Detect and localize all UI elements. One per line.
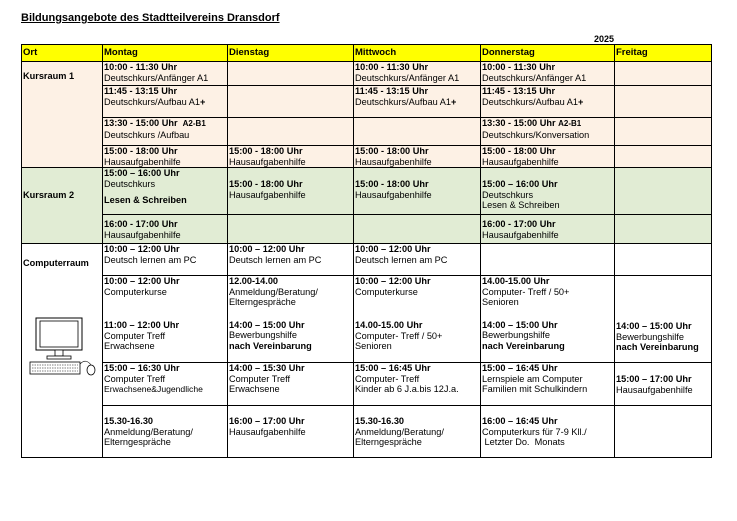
table-cell: 15:00 – 17:00 Uhr Hausaufgabenhilfe [615,363,712,406]
table-cell: 15.30-16.30 Anmeldung/Beratung/ Elterngespräche [103,406,228,458]
table-cell: 16:00 - 17:00 Uhr Hausaufgabenhilfe [103,215,228,244]
table-cell [615,62,712,86]
table-cell: 12.00-14.00 Anmeldung/Beratung/ Elterngespräche 14:00 – 15:00 Uhr Bewerbungshilfe nach Vereinbarung [228,276,354,363]
table-cell [615,86,712,118]
table-cell: 15:00 – 16:45 Uhr Computer- Treff Kinder ab 6 J.a.bis 12J.a. [354,363,481,406]
table-cell: 14:00 – 15:30 Uhr Computer Treff Erwachsene [228,363,354,406]
table-cell [615,215,712,244]
table-cell: 15:00 – 16:00 Uhr Deutschkurs Lesen & Schreiben [103,168,228,215]
table-cell [228,215,354,244]
room-kursraum-2: Kursraum 2 [22,168,103,244]
table-row [22,62,712,86]
table-cell: 10:00 – 12:00 Uhr Deutsch lernen am PC [103,244,228,276]
room-kursraum-1: Kursraum 1 [22,62,103,168]
table-cell [615,406,712,458]
table-row [22,244,712,276]
table-cell [228,86,354,118]
table-cell: 16:00 – 16:45 Uhr Computerkurs für 7-9 Kll./ Letzter Do. Monats [481,406,615,458]
table-row [22,86,712,118]
table-cell: 15:00 - 18:00 Uhr Hausaufgabenhilfe [354,168,481,215]
table-cell: 10:00 – 12:00 Uhr Deutsch lernen am PC [228,244,354,276]
table-cell: 13:30 - 15:00 Uhr A2-B1 Deutschkurs /Aufbau [103,118,228,146]
table-cell [615,168,712,215]
table-cell: 14:00 – 15:00 Uhr Bewerbungshilfe nach Vereinbarung [615,276,712,363]
table-cell [228,118,354,146]
table-cell: 16:00 – 17:00 Uhr Hausaufgabenhilfe [228,406,354,458]
table-row [22,363,712,406]
schedule-table [21,44,712,458]
table-cell [481,244,615,276]
table-row [22,215,712,244]
table-cell [228,62,354,86]
table-cell: 11:45 - 13:15 Uhr Deutschkurs/Aufbau A1+ [481,86,615,118]
table-cell: 10:00 - 11:30 Uhr Deutschkurs/Anfänger A1 [481,62,615,86]
header-donnerstag: Donnerstag [481,45,615,62]
table-row [22,118,712,146]
table-cell: 15:00 – 16:45 Uhr Lernspiele am Computer Familien mit Schulkindern [481,363,615,406]
header-mittwoch: Mittwoch [354,45,481,62]
table-cell [354,215,481,244]
computer-icon [28,316,98,378]
room-computerraum: Computerraum [22,244,103,458]
year-label: 2025 [594,34,615,44]
table-cell: 13:30 - 15:00 Uhr A2-B1 Deutschkurs/Konversation [481,118,615,146]
header-freitag: Freitag [615,45,712,62]
table-cell: 15:00 – 16:30 Uhr Computer Treff Erwachsene&Jugendliche [103,363,228,406]
header-montag: Montag [103,45,228,62]
table-cell [615,118,712,146]
table-row [22,406,712,458]
table-cell: 15:00 - 18:00 Uhr Hausaufgabenhilfe [481,146,615,168]
table-cell: 15:00 - 18:00 Uhr Hausaufgabenhilfe [228,168,354,215]
table-cell: 14.00-15.00 Uhr Computer- Treff / 50+ Senioren 14:00 – 15:00 Uhr Bewerbungshilfe nach Vereinbarung [481,276,615,363]
header-row [22,45,712,62]
table-cell: 11:45 - 13:15 Uhr Deutschkurs/Aufbau A1+ [354,86,481,118]
table-cell: 16:00 - 17:00 Uhr Hausaufgabenhilfe [481,215,615,244]
table-cell: 10:00 - 11:30 Uhr Deutschkurs/Anfänger A1 [103,62,228,86]
header-ort: Ort [22,45,103,62]
table-cell: 15.30-16.30 Anmeldung/Beratung/ Elterngespräche [354,406,481,458]
table-cell: 10:00 - 11:30 Uhr Deutschkurs/Anfänger A1 [354,62,481,86]
table-cell: 15:00 – 16:00 Uhr Deutschkurs Lesen & Schreiben [481,168,615,215]
table-cell: 10:00 – 12:00 Uhr Deutsch lernen am PC [354,244,481,276]
header-dienstag: Dienstag [228,45,354,62]
table-row [22,276,712,363]
table-cell: 15:00 - 18:00 Uhr Hausaufgabenhilfe [103,146,228,168]
table-row [22,146,712,168]
table-cell [615,244,712,276]
page-title: Bildungsangebote des Stadtteilvereins Dransdorf [21,12,280,24]
table-cell: 15:00 - 18:00 Uhr Hausaufgabenhilfe [228,146,354,168]
table-cell: 11:45 - 13:15 Uhr Deutschkurs/Aufbau A1+ [103,86,228,118]
table-cell: 15:00 - 18:00 Uhr Hausaufgabenhilfe [354,146,481,168]
table-row [22,168,712,215]
table-cell [354,118,481,146]
table-cell [615,146,712,168]
table-cell: 10:00 – 12:00 Uhr Computerkurse 11:00 – 12:00 Uhr Computer Treff Erwachsene [103,276,228,363]
table-cell: 10:00 – 12:00 Uhr Computerkurse 14.00-15.00 Uhr Computer- Treff / 50+ Senioren [354,276,481,363]
